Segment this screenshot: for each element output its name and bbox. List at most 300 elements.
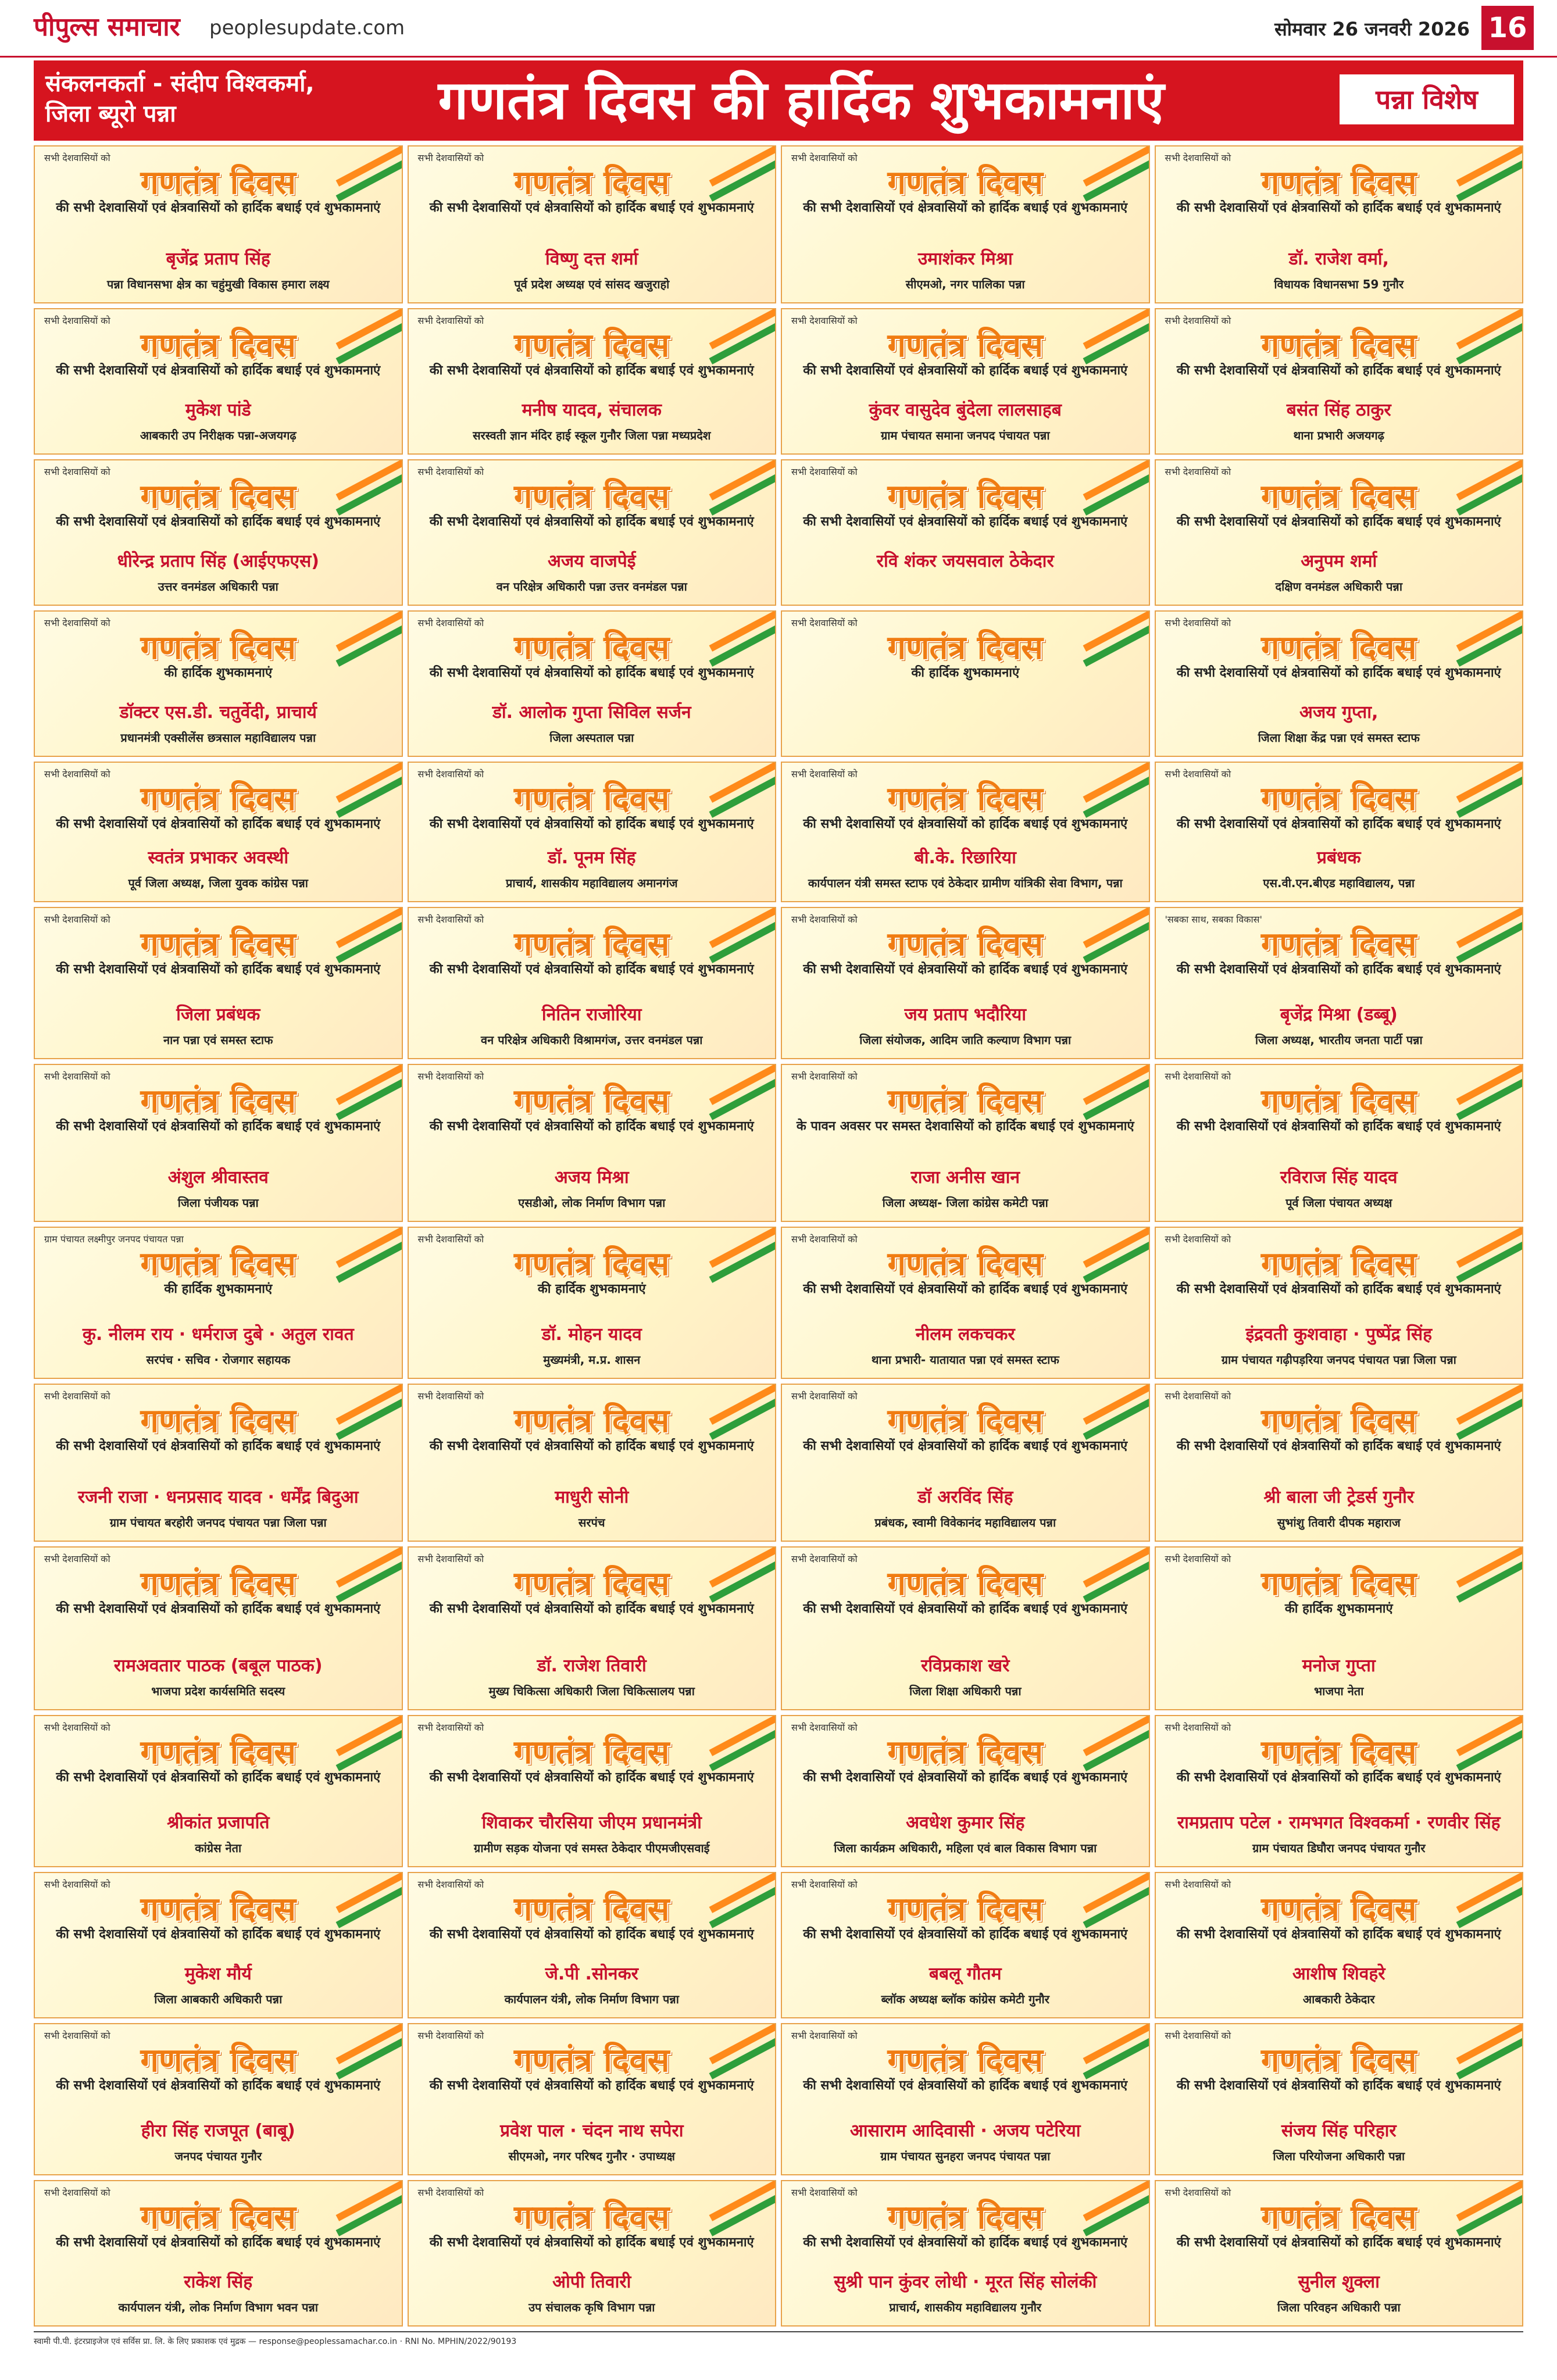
greeting-ad <box>408 762 777 902</box>
ad-name: नितिन राजोरिया <box>541 1005 642 1025</box>
greeting-ad <box>1155 2180 1524 2327</box>
ad-role: आबकारी उप निरीक्षक पन्ना-अजयगढ़ <box>140 428 297 442</box>
ad-role: भाजपा प्रदेश कार्यसमिति सदस्य <box>151 1684 285 1698</box>
ad-kicker: सभी देशवासियों को <box>417 1879 484 1890</box>
ad-kicker: सभी देशवासियों को <box>417 2187 484 2198</box>
ad-wish: की हार्दिक शुभकामनाएं <box>911 666 1020 680</box>
ad-title: गणतंत्र दिवस <box>1260 628 1417 667</box>
ad-name: मुकेश पांडे <box>185 400 251 420</box>
ad-role: ग्राम पंचायत गढ़ीपड़रिया जनपद पंचायत पन्ना जिला पन्ना <box>1221 1353 1456 1367</box>
greeting-ad <box>1155 1546 1524 1710</box>
ad-wish: की सभी देशवासियों एवं क्षेत्रवासियों को हार्दिक बधाई एवं शुभकामनाएं <box>1176 962 1501 977</box>
ad-wish: की सभी देशवासियों एवं क्षेत्रवासियों को हार्दिक बधाई एवं शुभकामनाएं <box>429 666 754 680</box>
ad-role: जिला अध्यक्ष, भारतीय जनता पार्टी पन्ना <box>1255 1033 1423 1047</box>
greeting-ad <box>408 2023 777 2175</box>
ad-wish: की सभी देशवासियों एवं क्षेत्रवासियों को हार्दिक बधाई एवं शुभकामनाएं <box>803 1770 1128 1785</box>
ad-title: गणतंत्र दिवस <box>513 326 670 364</box>
page-banner <box>34 60 1523 141</box>
ad-kicker: सभी देशवासियों को <box>791 2187 858 2198</box>
ad-role: आबकारी ठेकेदार <box>1302 1992 1375 2006</box>
ad-title: गणतंत्र दिवस <box>513 1733 670 1771</box>
ad-role: विधायक विधानसभा 59 गुनौर <box>1274 277 1404 291</box>
ad-wish: की सभी देशवासियों एवं क्षेत्रवासियों को हार्दिक बधाई एवं शुभकामनाएं <box>429 1602 754 1616</box>
ad-kicker: सभी देशवासियों को <box>44 1071 110 1082</box>
ad-kicker: सभी देशवासियों को <box>44 152 110 163</box>
greeting-ad <box>408 1546 777 1710</box>
ad-wish: की सभी देशवासियों एवं क्षेत्रवासियों को हार्दिक बधाई एवं शुभकामनाएं <box>803 1439 1128 1453</box>
ad-role: सरस्वती ज्ञान मंदिर हाई स्कूल गुनौर जिला पन्ना मध्यप्रदेश <box>473 428 711 442</box>
ad-title: गणतंत्र दिवस <box>513 2041 670 2079</box>
ad-kicker: सभी देशवासियों को <box>417 1391 484 1402</box>
ad-title: गणतंत्र दिवस <box>887 1890 1044 1928</box>
ad-role: मुख्य चिकित्सा अधिकारी जिला चिकित्सालय पन्ना <box>488 1684 695 1698</box>
ad-title: गणतंत्र दिवस <box>513 628 670 667</box>
ad-role: एस.वी.एन.बीएड महाविद्यालय, पन्ना <box>1263 876 1415 890</box>
greeting-ad <box>408 1064 777 1222</box>
ad-kicker: सभी देशवासियों को <box>791 1879 858 1890</box>
ad-title: गणतंत्र दिवस <box>887 1402 1044 1440</box>
ad-kicker: सभी देशवासियों को <box>791 914 858 925</box>
ad-role: सुभांशु तिवारी दीपक महाराज <box>1277 1516 1401 1530</box>
ad-name: डॉ. पूनम सिंह <box>547 848 636 868</box>
ad-role: उत्तर वनमंडल अधिकारी पन्ना <box>158 580 278 594</box>
ad-kicker: सभी देशवासियों को <box>1165 1879 1231 1890</box>
ad-kicker: सभी देशवासियों को <box>44 315 110 326</box>
ad-title: गणतंत्र दिवस <box>513 2198 670 2236</box>
ad-name: जिला प्रबंधक <box>176 1005 260 1025</box>
ad-wish: की सभी देशवासियों एवं क्षेत्रवासियों को हार्दिक बधाई एवं शुभकामनाएं <box>803 363 1128 378</box>
ad-title: गणतंत्र दिवस <box>887 477 1044 516</box>
greeting-ad <box>1155 1227 1524 1379</box>
ad-name: डॉ. आलोक गुप्ता सिविल सर्जन <box>492 702 691 723</box>
ad-wish: की सभी देशवासियों एवं क्षेत्रवासियों को हार्दिक बधाई एवं शुभकामनाएं <box>56 2078 381 2093</box>
greeting-ad <box>1155 762 1524 902</box>
greeting-ad <box>1155 1064 1524 1222</box>
greeting-ad <box>781 1872 1150 2018</box>
greeting-ad <box>34 610 403 757</box>
ad-role: कार्यपालन यंत्री, लोक निर्माण विभाग पन्ना <box>504 1992 679 2006</box>
ad-wish: की सभी देशवासियों एवं क्षेत्रवासियों को हार्दिक बधाई एवं शुभकामनाएं <box>1176 514 1501 529</box>
issue-date: सोमवार 26 जनवरी 2026 <box>1274 18 1470 40</box>
ad-kicker: सभी देशवासियों को <box>791 152 858 163</box>
ad-kicker: सभी देशवासियों को <box>1165 315 1231 326</box>
ad-wish: की हार्दिक शुभकामनाएं <box>164 666 273 680</box>
ad-role: नान पन्ना एवं समस्त स्टाफ <box>163 1033 273 1047</box>
ad-role: कार्यपालन यंत्री, लोक निर्माण विभाग भवन पन्ना <box>118 2300 319 2314</box>
ad-name: कु. नीलम राय · धर्मराज दुबे · अतुल रावत <box>82 1324 354 1345</box>
ad-kicker: सभी देशवासियों को <box>44 769 110 780</box>
ad-title: गणतंत्र दिवस <box>887 1733 1044 1771</box>
ad-role: जिला संयोजक, आदिम जाति कल्याण विभाग पन्ना <box>859 1033 1072 1047</box>
ad-kicker: सभी देशवासियों को <box>44 466 110 477</box>
ad-kicker: सभी देशवासियों को <box>1165 152 1231 163</box>
ad-wish: की सभी देशवासियों एवं क्षेत्रवासियों को हार्दिक बधाई एवं शुभकामनाएं <box>56 1602 381 1616</box>
ad-kicker: सभी देशवासियों को <box>417 914 484 925</box>
ad-wish: की सभी देशवासियों एवं क्षेत्रवासियों को हार्दिक बधाई एवं शुभकामनाएं <box>429 2078 754 2093</box>
greeting-ad <box>408 308 777 455</box>
greeting-ad <box>34 2180 403 2327</box>
ad-title: गणतंत्र दिवस <box>513 1890 670 1928</box>
ad-role: एसडीओ, लोक निर्माण विभाग पन्ना <box>518 1196 666 1210</box>
ad-title: गणतंत्र दिवस <box>887 1245 1044 1283</box>
ad-role: प्रधानमंत्री एक्सीलेंस छत्रसाल महाविद्यालय पन्ना <box>120 731 316 745</box>
ad-wish: की सभी देशवासियों एवं क्षेत्रवासियों को हार्दिक बधाई एवं शुभकामनाएं <box>56 2235 381 2250</box>
greeting-ad <box>1155 308 1524 455</box>
ad-kicker: ग्राम पंचायत लक्ष्मीपुर जनपद पंचायत पन्ना <box>44 1234 184 1245</box>
greeting-ad <box>34 459 403 606</box>
ad-kicker: सभी देशवासियों को <box>791 769 858 780</box>
website-url[interactable]: peoplesupdate.com <box>209 16 405 40</box>
ad-name: उमाशंकर मिश्रा <box>917 249 1013 269</box>
ad-title: गणतंत्र दिवस <box>513 1564 670 1603</box>
ad-title: गणतंत्र दिवस <box>140 1245 297 1283</box>
greeting-ad <box>1155 1715 1524 1867</box>
ad-wish: की सभी देशवासियों एवं क्षेत्रवासियों को हार्दिक बधाई एवं शुभकामनाएं <box>429 363 754 378</box>
masthead <box>0 0 1557 58</box>
greeting-ad <box>408 1715 777 1867</box>
ad-kicker: सभी देशवासियों को <box>791 1071 858 1082</box>
greeting-ad <box>781 762 1150 902</box>
ad-role: ग्रामीण सड़क योजना एवं समस्त ठेकेदार पीएमजीएसवाई <box>474 1841 710 1855</box>
ad-name: बबलू गौतम <box>929 1964 1002 1984</box>
ad-title: गणतंत्र दिवस <box>1260 163 1417 202</box>
ad-name: प्रबंधक <box>1316 848 1361 868</box>
ad-role: पन्ना विधानसभा क्षेत्र का चहुंमुखी विकास हमारा लक्ष्य <box>106 277 330 291</box>
ad-kicker: सभी देशवासियों को <box>417 1234 484 1245</box>
ad-name: अजय वाजपेई <box>547 551 636 571</box>
greeting-ad <box>408 459 777 606</box>
ad-kicker: 'सबका साथ, सबका विकास' <box>1165 914 1262 925</box>
greeting-ad <box>1155 1384 1524 1542</box>
ad-role: थाना प्रभारी- यातायात पन्ना एवं समस्त स्टाफ <box>871 1353 1059 1367</box>
ad-role: प्रबंधक, स्वामी विवेकानंद महाविद्यालय पन्ना <box>874 1516 1056 1530</box>
ad-wish: की सभी देशवासियों एवं क्षेत्रवासियों को हार्दिक बधाई एवं शुभकामनाएं <box>429 2235 754 2250</box>
ad-wish: की सभी देशवासियों एवं क्षेत्रवासियों को हार्दिक बधाई एवं शुभकामनाएं <box>803 2235 1128 2250</box>
page-headline: गणतंत्र दिवस की हार्दिक शुभकामनाएं <box>438 69 1165 131</box>
ad-kicker: सभी देशवासियों को <box>1165 1722 1231 1733</box>
ad-title: गणतंत्र दिवस <box>1260 1733 1417 1771</box>
ad-kicker: सभी देशवासियों को <box>417 152 484 163</box>
ad-kicker: सभी देशवासियों को <box>791 466 858 477</box>
ad-wish: की सभी देशवासियों एवं क्षेत्रवासियों को हार्दिक बधाई एवं शुभकामनाएं <box>56 817 381 831</box>
ad-title: गणतंत्र दिवस <box>887 628 1044 667</box>
ad-wish: की सभी देशवासियों एवं क्षेत्रवासियों को हार्दिक बधाई एवं शुभकामनाएं <box>56 363 381 378</box>
ad-role: प्राचार्य, शासकीय महाविद्यालय अमानगंज <box>505 876 678 890</box>
greeting-ad <box>781 2023 1150 2175</box>
ad-kicker: सभी देशवासियों को <box>791 1391 858 1402</box>
ad-kicker: सभी देशवासियों को <box>44 1722 110 1733</box>
ad-wish: की सभी देशवासियों एवं क्षेत्रवासियों को हार्दिक बधाई एवं शुभकामनाएं <box>429 1439 754 1453</box>
ad-role: कार्यपालन यंत्री समस्त स्टाफ एवं ठेकेदार ग्रामीण यांत्रिकी सेवा विभाग, पन्ना <box>808 876 1123 890</box>
compiler-line-1: संकलनकर्ता - संदीप विश्वकर्मा, <box>45 70 315 97</box>
ad-title: गणतंत्र दिवस <box>140 780 297 818</box>
ad-name: अनुपम शर्मा <box>1301 551 1377 571</box>
ad-name: डॉ. राजेश तिवारी <box>537 1656 647 1676</box>
ad-wish: की सभी देशवासियों एवं क्षेत्रवासियों को हार्दिक बधाई एवं शुभकामनाएं <box>56 1770 381 1785</box>
ad-title: गणतंत्र दिवस <box>887 326 1044 364</box>
greeting-ad <box>408 1384 777 1542</box>
ad-name: रामप्रताप पटेल · रामभगत विश्वकर्मा · रणवीर सिंह <box>1177 1813 1501 1833</box>
greeting-ad <box>408 145 777 303</box>
ad-wish: की सभी देशवासियों एवं क्षेत्रवासियों को हार्दिक बधाई एवं शुभकामनाएं <box>803 817 1128 831</box>
ad-name: ओपी तिवारी <box>552 2272 631 2292</box>
ad-title: गणतंत्र दिवस <box>1260 326 1417 364</box>
ad-wish: की सभी देशवासियों एवं क्षेत्रवासियों को हार्दिक बधाई एवं शुभकामनाएं <box>803 1602 1128 1616</box>
ad-role: पूर्व जिला पंचायत अध्यक्ष <box>1285 1196 1392 1210</box>
section-label: पन्ना विशेष <box>1340 74 1514 124</box>
ad-name: इंद्रवती कुशवाहा · पुष्पेंद्र सिंह <box>1245 1324 1433 1345</box>
ad-title: गणतंत्र दिवस <box>1260 1082 1417 1120</box>
ad-role: ब्लॉक अध्यक्ष ब्लॉक कांग्रेस कमेटी गुनौर <box>881 1992 1049 2006</box>
ad-title: गणतंत्र दिवस <box>513 925 670 963</box>
ad-wish: की सभी देशवासियों एवं क्षेत्रवासियों को हार्दिक बधाई एवं शुभकामनाएं <box>429 817 754 831</box>
ad-title: गणतंत्र दिवस <box>513 780 670 818</box>
greeting-ad <box>34 2023 403 2175</box>
ad-title: गणतंत्र दिवस <box>887 780 1044 818</box>
ad-title: गणतंत्र दिवस <box>887 2198 1044 2236</box>
ad-name: रवि शंकर जयसवाल ठेकेदार <box>876 551 1054 571</box>
ad-title: गणतंत्र दिवस <box>140 1890 297 1928</box>
ad-name: विष्णु दत्त शर्मा <box>545 249 638 269</box>
ad-title: गणतंत्र दिवस <box>140 628 297 667</box>
greeting-ad <box>34 1715 403 1867</box>
greeting-ad <box>1155 2023 1524 2175</box>
ad-kicker: सभी देशवासियों को <box>1165 2187 1231 2198</box>
ad-name: अंशुल श्रीवास्तव <box>167 1167 269 1188</box>
ad-title: गणतंत्र दिवस <box>140 2198 297 2236</box>
ad-name: अजय मिश्रा <box>554 1167 629 1188</box>
greeting-ad <box>1155 145 1524 303</box>
ad-role: भाजपा नेता <box>1314 1684 1364 1698</box>
ad-kicker: सभी देशवासियों को <box>417 466 484 477</box>
page-number: 16 <box>1481 6 1534 50</box>
ad-role: सरपंच <box>578 1516 605 1530</box>
ad-name: रविराज सिंह यादव <box>1280 1167 1398 1188</box>
newspaper-logo: पीपुल्स समाचार <box>34 12 180 42</box>
greeting-ad <box>408 907 777 1059</box>
ad-role: सरपंच · सचिव · रोजगार सहायक <box>146 1353 290 1367</box>
ad-role: कांग्रेस नेता <box>195 1841 242 1855</box>
ad-name: रविप्रकाश खरे <box>921 1656 1010 1676</box>
ad-wish: की सभी देशवासियों एवं क्षेत्रवासियों को हार्दिक बधाई एवं शुभकामनाएं <box>56 201 381 215</box>
ad-role: जिला परियोजना अधिकारी पन्ना <box>1273 2149 1405 2163</box>
ad-kicker: सभी देशवासियों को <box>1165 617 1231 628</box>
ad-role: जिला पंजीयक पन्ना <box>177 1196 259 1210</box>
ad-kicker: सभी देशवासियों को <box>44 2030 110 2041</box>
ad-kicker: सभी देशवासियों को <box>417 1071 484 1082</box>
ad-name: मुकेश मौर्य <box>184 1964 252 1984</box>
greeting-ad <box>34 145 403 303</box>
compiler-credit <box>45 69 348 129</box>
greeting-ad <box>781 1546 1150 1710</box>
ad-wish: की सभी देशवासियों एवं क्षेत्रवासियों को हार्दिक बधाई एवं शुभकामनाएं <box>1176 817 1501 831</box>
ad-role: वन परिक्षेत्र अधिकारी विश्रामगंज, उत्तर वनमंडल पन्ना <box>481 1033 703 1047</box>
ad-title: गणतंत्र दिवस <box>140 2041 297 2079</box>
ad-wish: की सभी देशवासियों एवं क्षेत्रवासियों को हार्दिक बधाई एवं शुभकामनाएं <box>803 201 1128 215</box>
ad-kicker: सभी देशवासियों को <box>791 1553 858 1564</box>
ad-role: जिला शिक्षा अधिकारी पन्ना <box>909 1684 1022 1698</box>
ad-kicker: सभी देशवासियों को <box>44 1879 110 1890</box>
ad-role: उप संचालक कृषि विभाग पन्ना <box>528 2300 655 2314</box>
ad-role: ग्राम पंचायत डिघौरा जनपद पंचायत गुनौर <box>1252 1841 1426 1855</box>
ad-title: गणतंत्र दिवस <box>513 1402 670 1440</box>
ad-title: गणतंत्र दिवस <box>1260 2041 1417 2079</box>
ad-name: डॉ. मोहन यादव <box>541 1324 642 1345</box>
ad-name: श्री बाला जी ट्रेडर्स गुनौर <box>1263 1487 1415 1507</box>
ad-wish: की सभी देशवासियों एवं क्षेत्रवासियों को हार्दिक बधाई एवं शुभकामनाएं <box>429 962 754 977</box>
ad-title: गणतंत्र दिवस <box>140 1402 297 1440</box>
ad-title: गणतंत्र दिवस <box>140 925 297 963</box>
ad-kicker: सभी देशवासियों को <box>791 1722 858 1733</box>
greeting-ad <box>1155 907 1524 1059</box>
ad-kicker: सभी देशवासियों को <box>1165 1553 1231 1564</box>
ad-role: जिला अस्पताल पन्ना <box>549 731 634 745</box>
greeting-ad <box>408 610 777 757</box>
ad-kicker: सभी देशवासियों को <box>417 769 484 780</box>
greeting-ad <box>781 1384 1150 1542</box>
ad-wish: की सभी देशवासियों एवं क्षेत्रवासियों को हार्दिक बधाई एवं शुभकामनाएं <box>56 1927 381 1942</box>
ad-kicker: सभी देशवासियों को <box>44 1391 110 1402</box>
ad-kicker: सभी देशवासियों को <box>44 2187 110 2198</box>
ad-wish: की सभी देशवासियों एवं क्षेत्रवासियों को हार्दिक बधाई एवं शुभकामनाएं <box>429 201 754 215</box>
ad-name: आशीष शिवहरे <box>1292 1964 1385 1984</box>
ad-name: मनोज गुप्ता <box>1302 1656 1376 1676</box>
ad-title: गणतंत्र दिवस <box>887 2041 1044 2079</box>
greeting-ad <box>781 459 1150 606</box>
ad-kicker: सभी देशवासियों को <box>417 2030 484 2041</box>
ad-role: जिला शिक्षा केंद्र पन्ना एवं समस्त स्टाफ <box>1258 731 1420 745</box>
ad-kicker: सभी देशवासियों को <box>1165 1071 1231 1082</box>
ad-wish: की सभी देशवासियों एवं क्षेत्रवासियों को हार्दिक बधाई एवं शुभकामनाएं <box>56 962 381 977</box>
ad-title: गणतंत्र दिवस <box>140 163 297 202</box>
greeting-ad <box>408 2180 777 2327</box>
ad-wish: की सभी देशवासियों एवं क्षेत्रवासियों को हार्दिक बधाई एवं शुभकामनाएं <box>803 2078 1128 2093</box>
ad-title: गणतंत्र दिवस <box>1260 477 1417 516</box>
ad-role: सीएमओ, नगर पालिका पन्ना <box>905 277 1025 291</box>
ad-kicker: सभी देशवासियों को <box>1165 1234 1231 1245</box>
ad-kicker: सभी देशवासियों को <box>791 1234 858 1245</box>
ad-wish: की सभी देशवासियों एवं क्षेत्रवासियों को हार्दिक बधाई एवं शुभकामनाएं <box>1176 2078 1501 2093</box>
ad-name: रामअवतार पाठक (बबूल पाठक) <box>113 1656 323 1676</box>
ad-kicker: सभी देशवासियों को <box>1165 466 1231 477</box>
greeting-ad <box>781 308 1150 455</box>
ad-kicker: सभी देशवासियों को <box>1165 2030 1231 2041</box>
ad-title: गणतंत्र दिवस <box>140 477 297 516</box>
ad-role: ग्राम पंचायत बरहोरी जनपद पंचायत पन्ना जिला पन्ना <box>109 1516 327 1530</box>
ad-kicker: सभी देशवासियों को <box>791 2030 858 2041</box>
ad-name: हीरा सिंह राजपूत (बाबू) <box>141 2121 295 2141</box>
ad-kicker: सभी देशवासियों को <box>44 1553 110 1564</box>
ad-wish: की हार्दिक शुभकामनाएं <box>164 1282 273 1296</box>
ad-role: प्राचार्य, शासकीय महाविद्यालय गुनौर <box>889 2300 1042 2314</box>
ad-name: राजा अनीस खान <box>910 1167 1020 1188</box>
greeting-ad <box>34 1384 403 1542</box>
ad-kicker: सभी देशवासियों को <box>44 914 110 925</box>
greeting-ad <box>408 1227 777 1379</box>
ad-wish: की सभी देशवासियों एवं क्षेत्रवासियों को हार्दिक बधाई एवं शुभकामनाएं <box>1176 363 1501 378</box>
ad-name: सुश्री पान कुंवर लोधी · मूरत सिंह सोलंकी <box>834 2272 1097 2292</box>
ad-name: राकेश सिंह <box>184 2272 253 2292</box>
greeting-ad <box>781 1064 1150 1222</box>
ad-wish: की सभी देशवासियों एवं क्षेत्रवासियों को हार्दिक बधाई एवं शुभकामनाएं <box>56 1439 381 1453</box>
ad-wish: की सभी देशवासियों एवं क्षेत्रवासियों को हार्दिक बधाई एवं शुभकामनाएं <box>56 1119 381 1134</box>
ad-title: गणतंत्र दिवस <box>513 163 670 202</box>
greeting-ad <box>34 308 403 455</box>
ad-title: गणतंत्र दिवस <box>1260 1890 1417 1928</box>
ad-wish: की हार्दिक शुभकामनाएं <box>537 1282 646 1296</box>
ad-wish: की सभी देशवासियों एवं क्षेत्रवासियों को हार्दिक बधाई एवं शुभकामनाएं <box>1176 1119 1501 1134</box>
ad-name: जय प्रताप भदौरिया <box>904 1005 1027 1025</box>
ad-name: डॉक्टर एस.डी. चतुर्वेदी, प्राचार्य <box>119 702 317 723</box>
ad-wish: की सभी देशवासियों एवं क्षेत्रवासियों को हार्दिक बधाई एवं शुभकामनाएं <box>1176 1439 1501 1453</box>
ad-title: गणतंत्र दिवस <box>1260 2198 1417 2236</box>
ad-name: रजनी राजा · धनप्रसाद यादव · धर्मेंद्र बिदुआ <box>77 1487 359 1507</box>
ad-wish: की सभी देशवासियों एवं क्षेत्रवासियों को हार्दिक बधाई एवं शुभकामनाएं <box>429 1119 754 1134</box>
ad-name: मनीष यादव, संचालक <box>522 400 662 420</box>
ad-name: अजय गुप्ता, <box>1299 702 1379 723</box>
greeting-ad <box>1155 610 1524 757</box>
ad-title: गणतंत्र दिवस <box>1260 925 1417 963</box>
ad-name: बृजेंद्र प्रताप सिंह <box>166 249 270 269</box>
ad-name: शिवाकर चौरसिया जीएम प्रधानमंत्री <box>481 1813 702 1833</box>
ad-role: थाना प्रभारी अजयगढ़ <box>1293 428 1384 442</box>
ad-kicker: सभी देशवासियों को <box>417 315 484 326</box>
ad-wish: की सभी देशवासियों एवं क्षेत्रवासियों को हार्दिक बधाई एवं शुभकामनाएं <box>1176 2235 1501 2250</box>
ad-role: पूर्व प्रदेश अध्यक्ष एवं सांसद खजुराहो <box>514 277 670 291</box>
ad-title: गणतंत्र दिवस <box>1260 780 1417 818</box>
ad-wish: की सभी देशवासियों एवं क्षेत्रवासियों को हार्दिक बधाई एवं शुभकामनाएं <box>803 514 1128 529</box>
greeting-ad <box>34 1872 403 2018</box>
imprint-footer: स्वामी पी.पी. इंटरप्राइजेज एवं सर्विस प्रा. लि. के लिए प्रकाशक एवं मुद्रक — response@peoplessamachar.co.in · RNI No. MPHIN/2022/90193 <box>34 2331 1523 2372</box>
ad-wish: की सभी देशवासियों एवं क्षेत्रवासियों को हार्दिक बधाई एवं शुभकामनाएं <box>56 514 381 529</box>
ad-title: गणतंत्र दिवस <box>140 1733 297 1771</box>
ad-kicker: सभी देशवासियों को <box>1165 769 1231 780</box>
ad-title: गणतंत्र दिवस <box>140 1564 297 1603</box>
ad-role: जिला अध्यक्ष- जिला कांग्रेस कमेटी पन्ना <box>882 1196 1048 1210</box>
ad-role: जनपद पंचायत गुनौर <box>174 2149 262 2163</box>
ad-name: आसाराम आदिवासी · अजय पटेरिया <box>849 2121 1081 2141</box>
compiler-line-2: जिला ब्यूरो पन्ना <box>45 101 176 127</box>
ad-name: श्रीकांत प्रजापति <box>167 1813 270 1833</box>
ad-title: गणतंत्र दिवस <box>140 326 297 364</box>
ad-title: गणतंत्र दिवस <box>887 925 1044 963</box>
ad-name: जे.पी .सोनकर <box>545 1964 638 1984</box>
ad-name: डॉ. राजेश वर्मा, <box>1288 249 1390 269</box>
ad-name: माधुरी सोनी <box>555 1487 629 1507</box>
ad-kicker: सभी देशवासियों को <box>417 617 484 628</box>
ad-name: बी.के. रिछारिया <box>914 848 1016 868</box>
ad-title: गणतंत्र दिवस <box>887 1082 1044 1120</box>
ad-title: गणतंत्र दिवस <box>513 477 670 516</box>
ad-name: स्वतंत्र प्रभाकर अवस्थी <box>148 848 289 868</box>
ad-role: वन परिक्षेत्र अधिकारी पन्ना उत्तर वनमंडल पन्ना <box>496 580 687 594</box>
ad-role: पूर्व जिला अध्यक्ष, जिला युवक कांग्रेस पन्ना <box>128 876 308 890</box>
ad-wish: की सभी देशवासियों एवं क्षेत्रवासियों को हार्दिक बधाई एवं शुभकामनाएं <box>803 1282 1128 1296</box>
greeting-ad <box>34 1227 403 1379</box>
greeting-ad <box>34 1064 403 1222</box>
ad-kicker: सभी देशवासियों को <box>791 617 858 628</box>
greeting-ad <box>781 145 1150 303</box>
greeting-ad <box>781 2180 1150 2327</box>
ad-wish: की सभी देशवासियों एवं क्षेत्रवासियों को हार्दिक बधाई एवं शुभकामनाएं <box>803 962 1128 977</box>
ad-wish: के पावन अवसर पर समस्त देशवासियों को हार्दिक बधाई एवं शुभकामनाएं <box>796 1119 1134 1134</box>
ad-kicker: सभी देशवासियों को <box>417 1553 484 1564</box>
ad-kicker: सभी देशवासियों को <box>417 1722 484 1733</box>
ad-wish: की सभी देशवासियों एवं क्षेत्रवासियों को हार्दिक बधाई एवं शुभकामनाएं <box>1176 1927 1501 1942</box>
ad-wish: की सभी देशवासियों एवं क्षेत्रवासियों को हार्दिक बधाई एवं शुभकामनाएं <box>1176 1770 1501 1785</box>
ad-wish: की सभी देशवासियों एवं क्षेत्रवासियों को हार्दिक बधाई एवं शुभकामनाएं <box>1176 1282 1501 1296</box>
greeting-ad <box>781 1715 1150 1867</box>
